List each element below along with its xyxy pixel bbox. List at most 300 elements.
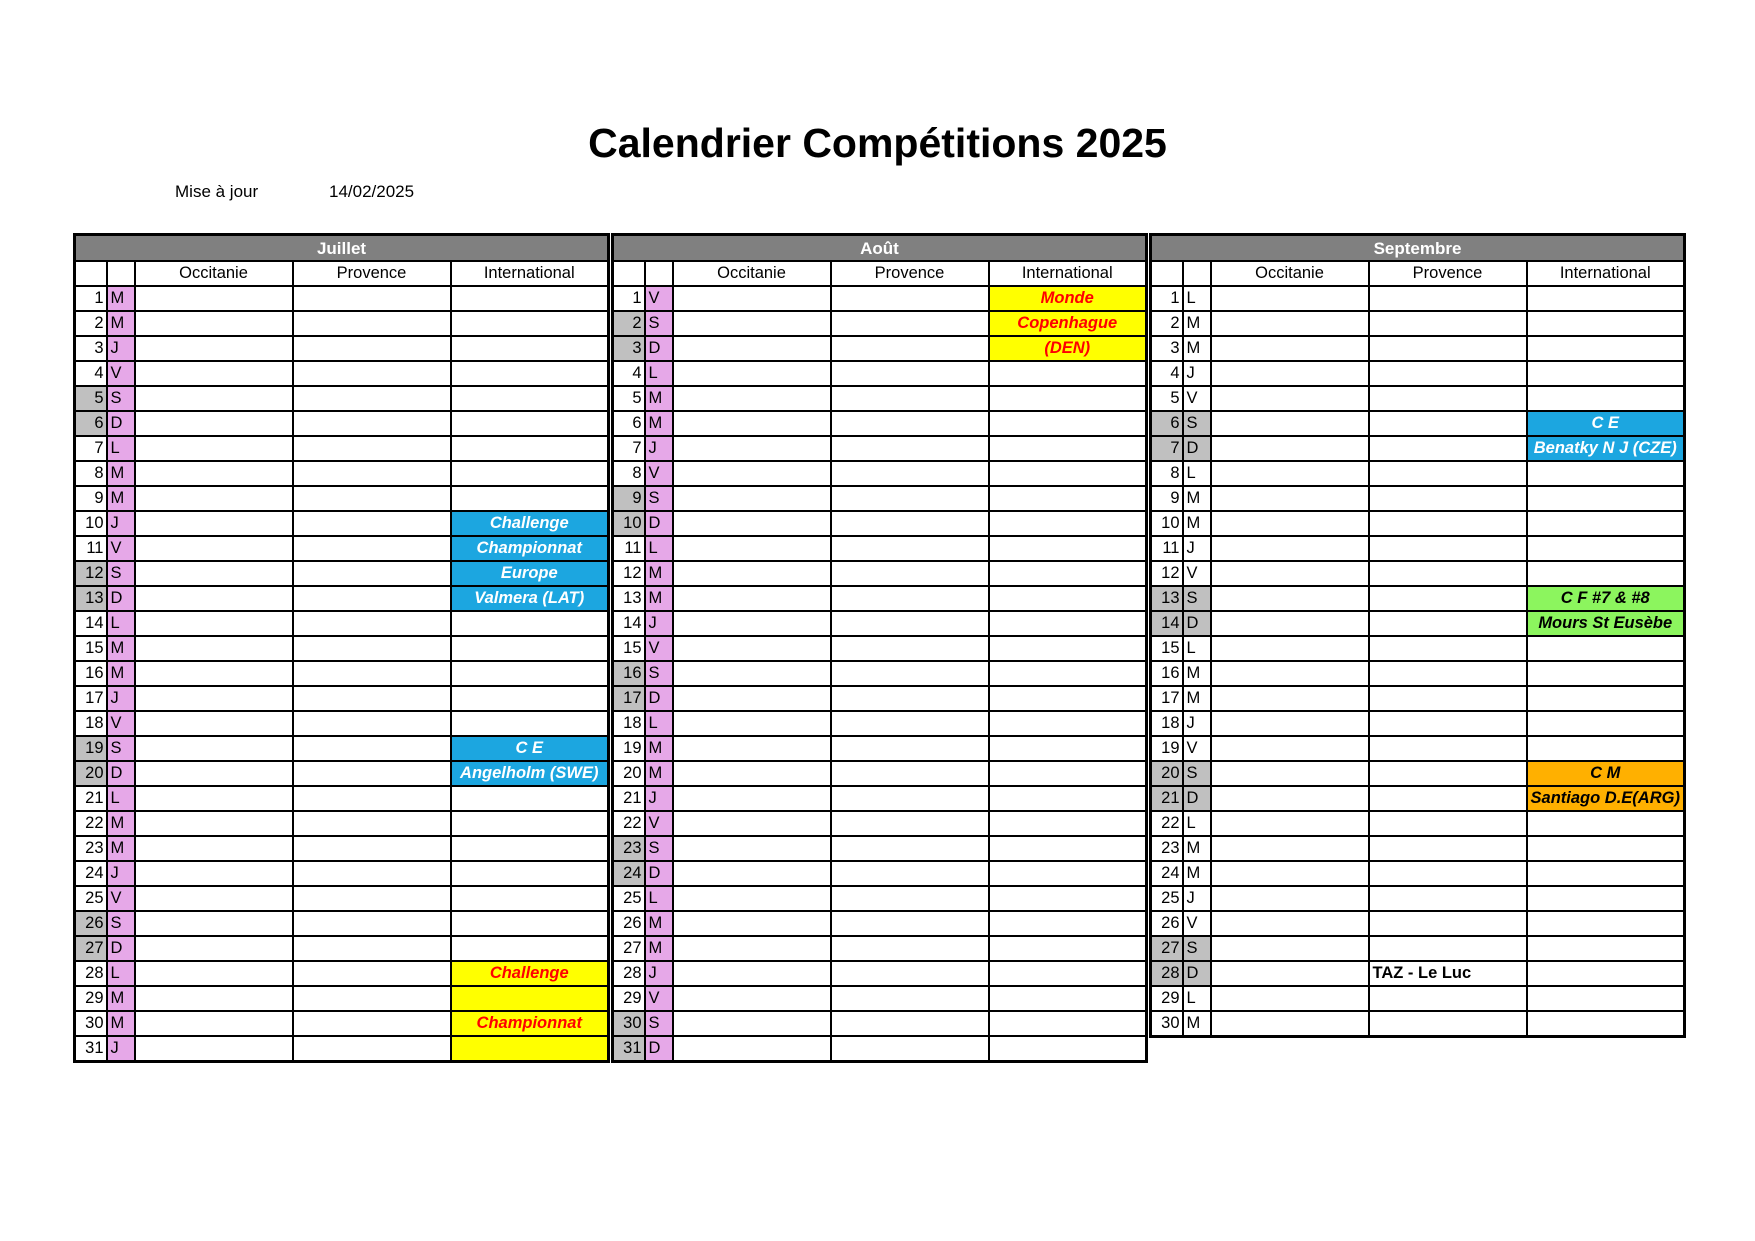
empty-cell [1369,661,1527,686]
day-letter: S [107,911,135,936]
empty-cell [293,511,451,536]
day-number: 29 [75,986,107,1011]
blank-header [1151,261,1183,286]
empty-cell [1369,461,1527,486]
empty-cell [1369,286,1527,311]
empty-cell [673,811,831,836]
day-letter: J [645,436,673,461]
event-cell [451,1036,609,1062]
empty-cell [135,561,293,586]
day-letter: D [645,336,673,361]
empty-cell [1369,561,1527,586]
empty-cell [989,586,1147,611]
empty-cell [293,736,451,761]
empty-cell [135,936,293,961]
empty-cell [1369,311,1527,336]
event-cell: Copenhague [989,311,1147,336]
empty-cell [831,586,989,611]
event-cell: C E [1527,411,1685,436]
day-letter: M [645,736,673,761]
day-letter: S [107,736,135,761]
empty-cell [1527,711,1685,736]
empty-cell [293,961,451,986]
day-letter: D [1183,961,1211,986]
day-letter: M [1183,311,1211,336]
day-number: 2 [75,311,107,336]
empty-cell [673,361,831,386]
empty-cell [293,1036,451,1062]
day-letter: J [107,1036,135,1062]
day-number: 13 [613,586,645,611]
empty-cell [673,386,831,411]
day-number: 17 [75,686,107,711]
empty-cell [293,611,451,636]
day-number: 10 [613,511,645,536]
day-letter: V [107,536,135,561]
day-letter: J [107,336,135,361]
day-letter: M [1183,1011,1211,1037]
blank-header [75,261,107,286]
empty-cell [1211,786,1369,811]
day-number: 16 [1151,661,1183,686]
day-number: 15 [613,636,645,661]
empty-cell [831,361,989,386]
day-letter: M [107,486,135,511]
day-row [1151,786,1685,811]
day-row [613,736,1147,761]
empty-cell [451,636,609,661]
empty-cell [1369,586,1527,611]
empty-cell [1527,1011,1685,1037]
empty-cell [989,836,1147,861]
empty-cell [989,361,1147,386]
empty-cell [673,1011,831,1036]
day-row [1151,436,1685,461]
empty-cell [673,561,831,586]
day-row [1151,836,1685,861]
day-number: 18 [75,711,107,736]
column-header: Occitanie [135,261,293,286]
empty-cell [989,611,1147,636]
day-row [613,711,1147,736]
day-letter: V [645,811,673,836]
day-row [613,511,1147,536]
empty-cell [135,886,293,911]
day-row [75,1036,609,1062]
empty-cell [1211,361,1369,386]
day-number: 18 [1151,711,1183,736]
day-number: 14 [613,611,645,636]
empty-cell [831,536,989,561]
day-row [75,961,609,986]
day-letter: M [645,586,673,611]
day-number: 29 [613,986,645,1011]
empty-cell [1369,511,1527,536]
event-cell: Challenge [451,511,609,536]
day-number: 2 [613,311,645,336]
empty-cell [293,336,451,361]
day-number: 24 [613,861,645,886]
empty-cell [135,1036,293,1062]
empty-cell [1527,511,1685,536]
empty-cell [293,636,451,661]
empty-cell [1211,386,1369,411]
day-letter: L [645,361,673,386]
empty-cell [1527,911,1685,936]
empty-cell [831,1011,989,1036]
day-row [613,936,1147,961]
empty-cell [831,961,989,986]
month-table-1 [611,233,1148,1063]
empty-cell [135,611,293,636]
day-row [75,761,609,786]
day-number: 23 [613,836,645,861]
day-letter: M [645,936,673,961]
empty-cell [293,386,451,411]
empty-cell [989,661,1147,686]
day-letter: L [1183,986,1211,1011]
day-row [75,461,609,486]
day-letter: M [1183,661,1211,686]
empty-cell [451,361,609,386]
day-number: 12 [613,561,645,586]
empty-cell [989,1011,1147,1036]
empty-cell [293,761,451,786]
empty-cell [293,561,451,586]
day-number: 10 [75,511,107,536]
empty-cell [293,886,451,911]
empty-cell [1527,461,1685,486]
day-letter: M [107,311,135,336]
event-cell: Angelholm (SWE) [451,761,609,786]
day-row [613,436,1147,461]
day-number: 29 [1151,986,1183,1011]
day-row [1151,886,1685,911]
empty-cell [831,836,989,861]
empty-cell [989,736,1147,761]
day-row [1151,961,1685,986]
blank-header [645,261,673,286]
empty-cell [1369,611,1527,636]
empty-cell [673,461,831,486]
empty-cell [1211,511,1369,536]
day-row [75,561,609,586]
day-number: 5 [75,386,107,411]
day-number: 15 [75,636,107,661]
empty-cell [989,711,1147,736]
day-letter: S [645,311,673,336]
empty-cell [989,486,1147,511]
empty-cell [1211,961,1369,986]
day-letter: V [107,886,135,911]
day-letter: M [1183,836,1211,861]
empty-cell [293,436,451,461]
empty-cell [1369,936,1527,961]
event-cell [451,986,609,1011]
day-number: 8 [613,461,645,486]
empty-cell [1369,686,1527,711]
month-table-2 [1149,233,1686,1038]
day-number: 23 [1151,836,1183,861]
day-row [613,961,1147,986]
empty-cell [1369,736,1527,761]
day-letter: M [107,636,135,661]
empty-cell [135,336,293,361]
empty-cell [451,386,609,411]
empty-cell [293,936,451,961]
empty-cell [135,911,293,936]
column-header: Provence [831,261,989,286]
day-row [1151,736,1685,761]
empty-cell [135,736,293,761]
day-row [1151,686,1685,711]
empty-cell [1211,336,1369,361]
day-row [1151,311,1685,336]
day-letter: L [645,536,673,561]
empty-cell [1527,386,1685,411]
empty-cell [989,561,1147,586]
day-letter: J [1183,361,1211,386]
empty-cell [1369,861,1527,886]
event-cell: Europe [451,561,609,586]
empty-cell [293,986,451,1011]
empty-cell [451,336,609,361]
day-row [75,986,609,1011]
day-number: 28 [75,961,107,986]
day-number: 6 [613,411,645,436]
empty-cell [831,786,989,811]
day-row [613,836,1147,861]
empty-cell [451,411,609,436]
empty-cell [1211,411,1369,436]
empty-cell [673,661,831,686]
empty-cell [831,486,989,511]
day-row [1151,586,1685,611]
empty-cell [1369,786,1527,811]
day-number: 1 [75,286,107,311]
day-row [613,536,1147,561]
day-letter: D [107,411,135,436]
day-letter: M [107,836,135,861]
day-number: 26 [1151,911,1183,936]
day-number: 14 [75,611,107,636]
empty-cell [1211,886,1369,911]
empty-cell [1369,536,1527,561]
day-letter: J [107,861,135,886]
day-letter: M [107,286,135,311]
day-letter: L [107,786,135,811]
empty-cell [989,1036,1147,1062]
empty-cell [989,861,1147,886]
day-letter: M [107,811,135,836]
empty-cell [1369,361,1527,386]
empty-cell [1211,736,1369,761]
day-row [1151,986,1685,1011]
day-letter: V [645,286,673,311]
empty-cell [673,486,831,511]
day-letter: D [107,936,135,961]
day-letter: J [107,511,135,536]
day-row [75,361,609,386]
column-header: International [451,261,609,286]
empty-cell [1527,661,1685,686]
column-header: Occitanie [1211,261,1369,286]
day-letter: M [1183,486,1211,511]
column-header: Provence [293,261,451,286]
empty-cell [135,461,293,486]
day-number: 26 [75,911,107,936]
empty-cell [831,336,989,361]
day-number: 27 [75,936,107,961]
empty-cell [1369,811,1527,836]
empty-cell [293,411,451,436]
empty-cell [1527,836,1685,861]
day-row [613,811,1147,836]
day-number: 19 [75,736,107,761]
empty-cell [1211,811,1369,836]
day-row [75,536,609,561]
empty-cell [293,1011,451,1036]
empty-cell [673,836,831,861]
empty-cell [451,611,609,636]
day-number: 12 [75,561,107,586]
empty-cell [831,311,989,336]
empty-cell [831,436,989,461]
empty-cell [673,411,831,436]
day-number: 3 [613,336,645,361]
day-row [75,811,609,836]
empty-cell [1527,561,1685,586]
day-letter: M [1183,861,1211,886]
month-table-0 [73,233,610,1063]
day-row [1151,361,1685,386]
empty-cell [293,311,451,336]
empty-cell [673,1036,831,1062]
empty-cell [1211,911,1369,936]
day-letter: J [645,786,673,811]
empty-cell [451,436,609,461]
day-number: 7 [1151,436,1183,461]
day-letter: L [107,611,135,636]
day-number: 4 [613,361,645,386]
empty-cell [451,936,609,961]
empty-cell [989,511,1147,536]
empty-cell [451,286,609,311]
day-letter: M [645,411,673,436]
empty-cell [1527,311,1685,336]
empty-cell [831,286,989,311]
empty-cell [673,861,831,886]
empty-cell [1527,361,1685,386]
empty-cell [293,661,451,686]
empty-cell [293,861,451,886]
day-number: 8 [75,461,107,486]
day-row [1151,761,1685,786]
empty-cell [989,961,1147,986]
day-number: 6 [75,411,107,436]
empty-cell [135,711,293,736]
day-row [613,786,1147,811]
column-header: Provence [1369,261,1527,286]
day-letter: S [107,561,135,586]
day-letter: M [645,561,673,586]
day-row [1151,611,1685,636]
event-cell: Mours St Eusèbe [1527,611,1685,636]
day-number: 7 [75,436,107,461]
empty-cell [135,961,293,986]
empty-cell [1211,611,1369,636]
day-number: 2 [1151,311,1183,336]
day-letter: D [645,511,673,536]
day-letter: D [1183,786,1211,811]
event-cell: Championnat [451,1011,609,1036]
empty-cell [1527,986,1685,1011]
day-letter: J [107,686,135,711]
day-row [613,361,1147,386]
empty-cell [1211,286,1369,311]
day-row [75,636,609,661]
day-number: 17 [1151,686,1183,711]
day-letter: L [645,886,673,911]
empty-cell [1527,486,1685,511]
day-number: 25 [1151,886,1183,911]
empty-cell [135,586,293,611]
empty-cell [135,661,293,686]
empty-cell [989,461,1147,486]
empty-cell [1527,961,1685,986]
day-number: 22 [75,811,107,836]
empty-cell [831,461,989,486]
day-letter: V [107,361,135,386]
empty-cell [1211,561,1369,586]
empty-cell [135,311,293,336]
day-row [1151,411,1685,436]
day-letter: D [107,586,135,611]
day-number: 21 [1151,786,1183,811]
day-number: 27 [1151,936,1183,961]
day-number: 24 [1151,861,1183,886]
empty-cell [451,811,609,836]
day-number: 11 [613,536,645,561]
empty-cell [1211,1011,1369,1037]
empty-cell [831,936,989,961]
day-letter: V [645,461,673,486]
day-number: 22 [1151,811,1183,836]
empty-cell [451,711,609,736]
day-letter: L [1183,636,1211,661]
empty-cell [673,761,831,786]
empty-cell [673,686,831,711]
day-letter: M [645,761,673,786]
day-number: 12 [1151,561,1183,586]
day-row [75,1011,609,1036]
empty-cell [135,486,293,511]
day-row [1151,461,1685,486]
empty-cell [293,811,451,836]
empty-cell [831,711,989,736]
empty-cell [1369,636,1527,661]
day-row [1151,536,1685,561]
month-header: Septembre [1151,235,1685,262]
day-row [75,911,609,936]
event-cell: C M [1527,761,1685,786]
day-number: 9 [613,486,645,511]
day-number: 17 [613,686,645,711]
empty-cell [451,461,609,486]
empty-cell [293,911,451,936]
day-number: 9 [75,486,107,511]
day-number: 25 [75,886,107,911]
